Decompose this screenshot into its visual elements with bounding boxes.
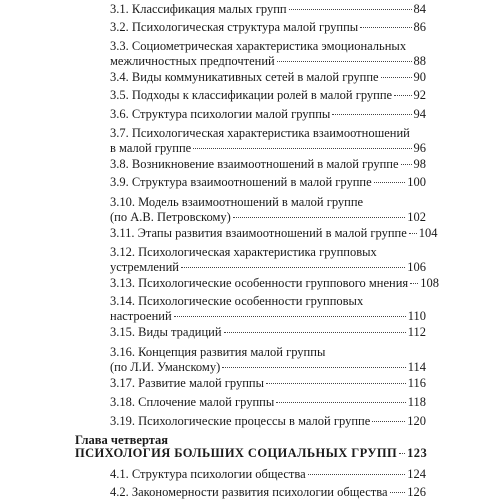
dot-leader xyxy=(193,148,411,149)
toc-entry-page: 120 xyxy=(407,414,426,428)
toc-entry-page: 94 xyxy=(413,107,426,121)
toc-entry xyxy=(110,195,426,225)
toc-entry-page: 84 xyxy=(413,2,426,16)
toc-entry-page: 124 xyxy=(407,467,426,481)
toc-entry-page: 112 xyxy=(407,325,426,339)
dot-leader xyxy=(381,77,412,78)
toc-entry-page: 90 xyxy=(413,70,426,84)
toc-entry xyxy=(110,2,426,17)
dot-leader xyxy=(360,27,411,28)
toc-entry-title: 3.6. Структура психологии малой группы xyxy=(110,107,331,121)
toc-entry xyxy=(110,345,426,375)
toc-entry xyxy=(110,70,426,85)
chapter-page: 123 xyxy=(407,446,428,460)
toc-entry-title: 3.2. Психологическая структура малой группы xyxy=(110,20,359,34)
toc-entry-title: (по Л.И. Уманскому) xyxy=(110,360,221,374)
toc-entry xyxy=(110,107,426,122)
chapter-title: ПСИХОЛОГИЯ БОЛЬШИХ СОЦИАЛЬНЫХ ГРУПП xyxy=(75,446,398,460)
toc-entry-title: 3.8. Возникновение взаимоотношений в малой группе xyxy=(110,157,399,171)
dot-leader xyxy=(399,453,405,454)
toc-entry-title: 3.17. Развитие малой группы xyxy=(110,376,265,390)
toc-entry-title-line1: 3.16. Концепция развития малой группы xyxy=(110,345,326,359)
toc-entry-title-line1: 3.12. Психологическая характеристика групповых xyxy=(110,245,377,259)
dot-leader xyxy=(181,267,405,268)
dot-leader xyxy=(374,182,406,183)
toc-entry-page: 108 xyxy=(420,276,439,290)
dot-leader xyxy=(372,421,405,422)
toc-entry xyxy=(110,395,426,410)
dot-leader xyxy=(289,9,412,10)
toc-entry xyxy=(110,157,426,172)
dot-leader xyxy=(276,402,405,403)
toc-entry-title: устремлений xyxy=(110,260,179,274)
toc-entry xyxy=(110,20,426,35)
toc-entry-title: 3.1. Классификация малых групп xyxy=(110,2,287,16)
toc-entry-page: 106 xyxy=(407,260,426,274)
dot-leader xyxy=(390,492,406,493)
toc-entry xyxy=(110,294,426,324)
dot-leader xyxy=(266,383,406,384)
toc-entry-page: 88 xyxy=(413,54,426,68)
toc-entry-title-line1: 3.14. Психологические особенности групповых xyxy=(110,294,364,308)
toc-entry-page: 102 xyxy=(407,210,426,224)
dot-leader xyxy=(233,217,405,218)
toc-entry-title: 3.19. Психологические процессы в малой группе xyxy=(110,414,371,428)
toc-entry-title: 3.5. Подходы к классификации ролей в малой группе xyxy=(110,88,393,102)
toc-entry-page: 92 xyxy=(413,88,426,102)
toc-entry-title: 3.11. Этапы развития взаимоотношений в малой группе xyxy=(110,226,407,240)
toc-entry-title: настроений xyxy=(110,309,172,323)
toc-entry xyxy=(110,414,426,429)
toc-entry-page: 114 xyxy=(407,360,426,374)
toc-entry-title: 3.13. Психологические особенности группового мнения xyxy=(110,276,409,290)
toc-entry xyxy=(110,226,438,241)
dot-leader xyxy=(409,233,417,234)
chapter-heading xyxy=(75,446,426,461)
toc-entry-page: 98 xyxy=(413,157,426,171)
toc-entry xyxy=(110,325,426,340)
toc-entry-title: 3.15. Виды традиций xyxy=(110,325,222,339)
toc-entry-title: 3.18. Сплочение малой группы xyxy=(110,395,275,409)
toc-entry-title-line1: 3.10. Модель взаимоотношений в малой группе xyxy=(110,195,364,209)
dot-leader xyxy=(394,95,411,96)
toc-entry xyxy=(110,126,426,156)
toc-entry-page: 86 xyxy=(413,20,426,34)
toc-entry xyxy=(110,245,426,275)
toc-entry-title: 3.9. Структура взаимоотношений в малой группе xyxy=(110,175,372,189)
chapter-label: Глава четвертая xyxy=(75,433,169,447)
toc-entry-title-line1: 3.3. Социометрическая характеристика эмоциональных xyxy=(110,39,407,53)
toc-entry-title: 4.2. Закономерности развития психологии общества xyxy=(110,485,388,499)
toc-entry-page: 126 xyxy=(407,485,426,499)
toc-entry-title: в малой группе xyxy=(110,141,192,155)
toc-entry-title: 4.1. Структура психологии общества xyxy=(110,467,306,481)
toc-entry-page: 96 xyxy=(413,141,426,155)
toc-entry xyxy=(110,175,426,190)
toc-entry-page: 100 xyxy=(407,175,426,189)
dot-leader xyxy=(308,474,406,475)
dot-leader xyxy=(174,316,406,317)
dot-leader xyxy=(222,367,405,368)
toc-entry-title: (по А.В. Петровскому) xyxy=(110,210,231,224)
toc-entry-page: 118 xyxy=(407,395,426,409)
dot-leader xyxy=(332,114,411,115)
toc-entry xyxy=(110,485,426,500)
toc-entry xyxy=(110,88,426,103)
toc-entry xyxy=(110,467,426,482)
toc-entry-page: 104 xyxy=(418,226,438,240)
toc-entry-page: 116 xyxy=(407,376,426,390)
toc-entry-page: 110 xyxy=(407,309,426,323)
dot-leader xyxy=(277,61,412,62)
toc-entry-title: межличностных предпочтений xyxy=(110,54,275,68)
dot-leader xyxy=(410,283,418,284)
dot-leader xyxy=(224,332,406,333)
toc-entry xyxy=(110,276,439,291)
toc-entry xyxy=(110,376,426,391)
toc-entry-title: 3.4. Виды коммуникативных сетей в малой группе xyxy=(110,70,379,84)
toc-entry xyxy=(110,39,426,69)
dot-leader xyxy=(401,164,412,165)
toc-entry-title-line1: 3.7. Психологическая характеристика взаимоотношений xyxy=(110,126,410,140)
